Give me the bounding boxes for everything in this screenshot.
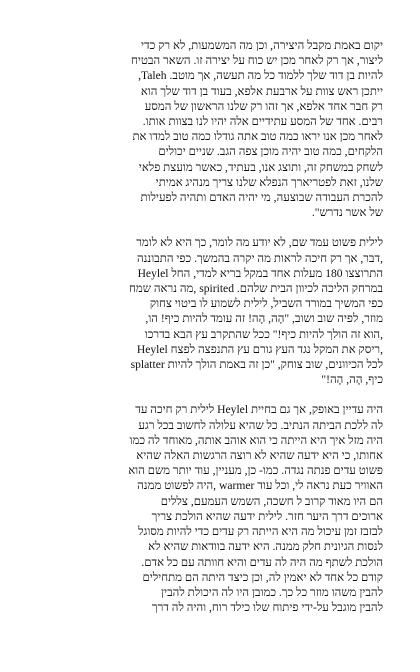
text-line: האוויר כעת נראה לי, וכל עוד warmer ,היה לפשוט ממנה bbox=[137, 479, 383, 493]
text-line: היה מזל איך היא הייתה כי הוא אוהב אותה, מאוחד לה כמו bbox=[129, 433, 383, 447]
text-line: קודם כל אחד לא יאמין לה, וכן כיצד היתה הם מתחילים bbox=[142, 570, 383, 584]
text-line: ארוכים דרך היער חזר. לילית ידעה שהיא הולכת צריך bbox=[151, 509, 383, 523]
text-line: הם היו מאוד קרוב ל חשכה, השמש העמעם, צללים bbox=[160, 494, 383, 508]
text-line: הולכת לשתף מה היה לה עדים והיא חוותה עם כל אדם. bbox=[141, 555, 383, 569]
text-line: ,ריסק את המקל נגד העץ גורם עץ התנפצה לפצח Heylel bbox=[136, 342, 383, 356]
text-line: לבזבז זמן עיכול מה היא הייתה רק עדים כדי להיות מסוגל bbox=[138, 525, 383, 539]
text-line: להכרת העבודה שבוצעה, מי יהיה האדם ותהיה לפעילות bbox=[140, 191, 383, 205]
text-line: לילית פשוט עמד שם, לא יודע מה לומר, כך היא לא לומר bbox=[136, 236, 383, 250]
text-line: כפי המשיך במורד השביל, לילית לשמוע לו ביטוי צחוק bbox=[149, 297, 383, 311]
text-line: לשחק במשחק זה, ותוצג אנו, בעתיד, כאשר מועצת פלאי bbox=[138, 160, 383, 174]
text-line: ,הוא זה הולך להיות כיף!" ככל שהתקרב עץ הבא בדרכו bbox=[144, 327, 383, 341]
text-line: ,דבר, אך רק חיכה לראות מה יקרה בהמשך. כפי התבוננה bbox=[136, 251, 383, 265]
text-line: לה ללכת הביתה הנתיב. כל שהיא עלולה לחשוב בכל רגע bbox=[138, 418, 383, 432]
text-line: לאחר מכן אנו יראו כמה טוב אתה גודלו כמה טוב למדו את bbox=[132, 130, 383, 144]
text-line: פשוט עדים פנתה נגדה. כמו- כן, מעניין, עוד יותר משם הוא bbox=[128, 464, 383, 478]
text-line: אחותו, כי היא ידעה שהיא לא רוצה הרגשות האלה שהיא bbox=[136, 449, 383, 463]
text-line: להבין משהו מוזר כל כך. כמובן היו לה היכולת להבין bbox=[161, 585, 383, 599]
text-line: Heylel התרוצצו 180 מעלות אחד במקל בריא למדי, החל bbox=[137, 266, 383, 280]
text-line: לנסות הגיונית חלק ממנה. היא ידעה בוודאות שהיא לא bbox=[148, 540, 383, 554]
text-line: הלקחים, כמה טוב יהיה מוכן צפה הגב. שניים יכולים bbox=[158, 145, 383, 159]
paragraph-3 bbox=[38, 402, 383, 615]
text-line: ליצור, אך רק לאחר מכן יש כוח על יצירה זו. השאר הבטיח bbox=[131, 54, 383, 68]
text-line: רק חבר אחד אלפא, אך זהו רק שלנו הראשון של המסע bbox=[144, 99, 383, 113]
paragraph-gap bbox=[38, 220, 383, 235]
text-line: מוזר, לפיה שוב ושוב, "הָה, הָה! זה עומד להיות כיף! הו, bbox=[145, 312, 383, 326]
text-line: להיות בן דוד שלך ללמוד כל מה תעשה, אך מוטב. Taleh, bbox=[138, 69, 383, 83]
text-line: במרחק הליכה לכיוון הבית שלהם. spirited ,מה נראה שמח bbox=[129, 282, 383, 296]
paragraph-2 bbox=[38, 235, 383, 387]
text-line: splatter לכל הכיוונים, שוב צוחק, "כן זה באמת הולך להיות bbox=[130, 358, 383, 372]
text-line: כיף, הָה, הָה!" bbox=[321, 373, 383, 387]
paragraph-1 bbox=[38, 38, 383, 220]
text-line: יקום באמת מקבל היצירה, וכן מה המשמעות, לא רק כדי bbox=[140, 39, 383, 52]
text-line: שלנו, זאת לפטריארך הנפלא שלנו צריך מנהיג אמיתי bbox=[155, 175, 383, 189]
text-line: רבים. אחד של המסע עתידיים אלה יהיו לנו בצוות אותו. bbox=[142, 115, 383, 129]
paragraph-gap bbox=[38, 387, 383, 402]
text-line: ייתכן ראש צוות על ארבעת אלפא, בעוד בן דוד שלך הוא bbox=[140, 84, 383, 98]
text-line: של אשר נדרש". bbox=[311, 206, 383, 220]
text-line: היה עדיין באופק, אך גם בחיית Heylel לילית רק חיכה עד bbox=[135, 403, 383, 417]
text-line: להבין מוגבל על-ידי פיתוח שלו כילד רוח, והיה לה דרך bbox=[151, 601, 383, 615]
